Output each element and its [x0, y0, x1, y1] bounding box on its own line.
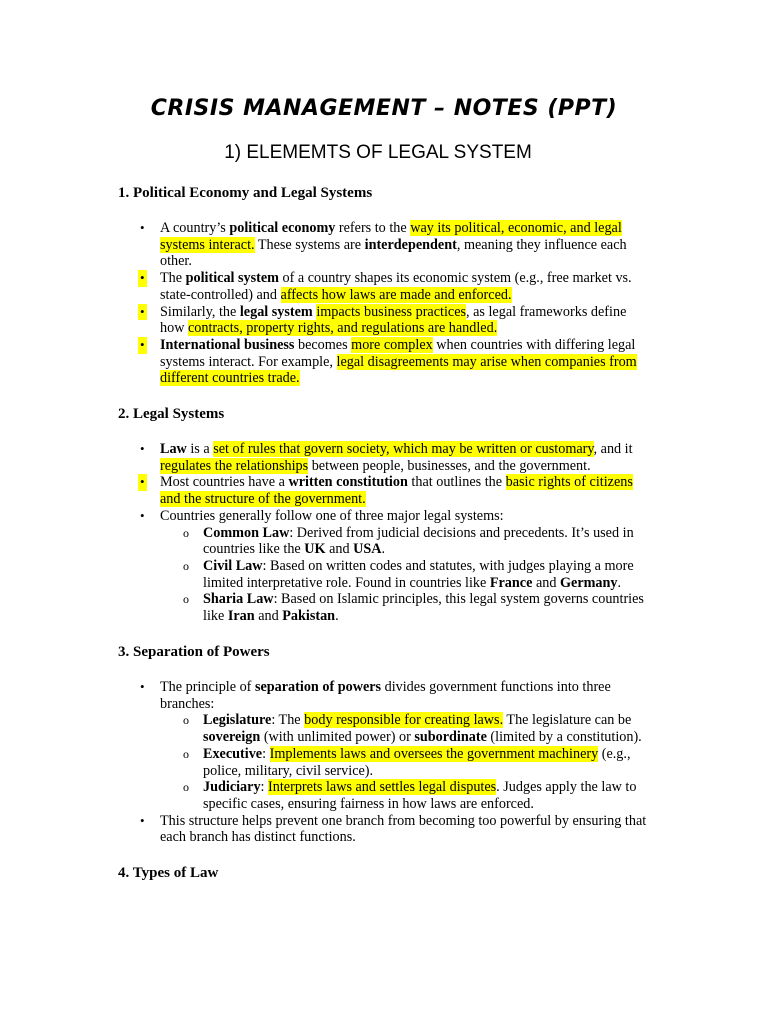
list-item [118, 304, 648, 337]
text-run: . Judges apply the law to specific cases, ensuring fairness in how laws are enforced. [203, 779, 637, 812]
document-subtitle: 1) ELEMEMTS OF LEGAL SYSTEM [224, 142, 532, 163]
text-run: : Based on Islamic principles, this legal system governs countries like [203, 591, 644, 625]
highlighted-text: set of rules that govern society, which may be written or customary [213, 441, 594, 457]
highlighted-text: contracts, property rights, and regulations are handled. [187, 320, 498, 337]
highlighted-text: more complex [351, 336, 433, 353]
highlighted-text: body responsible for creating laws. [304, 712, 504, 729]
text-run: , as legal frameworks define how [160, 303, 627, 337]
bold-term: subordinate [414, 729, 487, 746]
text-run: : [262, 745, 270, 762]
bold-term: political economy [229, 220, 336, 236]
section-heading-types-of-law: 4. Types of Law [118, 865, 219, 881]
highlighted-text: way its political, economic, and legal systems interact. [160, 220, 622, 253]
highlighted-text: impacts business practices [316, 303, 467, 320]
section-3-list [118, 679, 648, 846]
text-run: (e.g., police, military, civil service). [203, 745, 631, 779]
highlighted-text: affects how laws are made and enforced. [280, 286, 512, 303]
text-run: This structure helps prevent one branch from becoming too powerful by ensuring that each branch has distinct functions. [160, 812, 647, 846]
list-item [118, 679, 648, 813]
bold-term: UK [304, 541, 326, 558]
bold-term: Sharia Law [203, 591, 274, 608]
text-run: between people, businesses, and the government. [308, 457, 591, 474]
bold-term: Germany [559, 574, 618, 591]
text-run: : [260, 779, 269, 796]
text-run: (limited by a constitution). [486, 729, 642, 746]
highlighted-text: basic rights of citizens and the structure of the government. [160, 474, 633, 508]
text-run: refers to the [335, 220, 411, 236]
text-run: A country’s [160, 220, 230, 236]
text-run: The principle of [160, 679, 255, 695]
text-run: and [254, 608, 283, 625]
highlighted-text: Implements laws and oversees the government machinery [269, 745, 599, 762]
list-item [118, 337, 648, 387]
bold-term: Civil Law [203, 557, 263, 574]
text-run: that outlines the [407, 474, 506, 491]
section-2-list [118, 441, 648, 625]
text-run: : Derived from judicial decisions and precedents. It’s used in countries like the [203, 524, 634, 558]
text-run: when countries with differing legal systems interact. For example, [160, 336, 636, 370]
text-run: . [617, 574, 622, 591]
text-run: : The [271, 712, 305, 729]
bold-term: USA [353, 541, 382, 558]
sublist-item-sharia-law [160, 591, 648, 624]
sublist-legal-systems [160, 525, 648, 625]
bold-term: interdependent [364, 236, 457, 253]
highlighted-text: legal disagreements may arise when companies from different countries trade. [160, 353, 637, 387]
text-run: The [160, 270, 186, 287]
bold-term: Iran [227, 608, 255, 625]
bold-term: separation of powers [254, 679, 382, 695]
text-run: . [381, 541, 386, 558]
list-item [118, 813, 648, 846]
text-run: These systems are [254, 236, 365, 253]
text-run: , and it [593, 441, 633, 457]
section-1-list [118, 220, 648, 387]
bold-term: Executive [203, 745, 263, 762]
text-run: becomes [294, 336, 352, 353]
sublist-item-civil-law [160, 558, 648, 591]
section-heading-political-economy: 1. Political Economy and Legal Systems [118, 185, 373, 201]
text-run: of a country shapes its economic system (e.g., free market vs. state-controlled) and [160, 270, 632, 303]
bold-term: legal system [239, 303, 313, 320]
text-run: Similarly, the [160, 303, 240, 320]
sublist-item-common-law [160, 525, 648, 558]
list-item [118, 220, 648, 270]
bold-term: France [489, 574, 533, 591]
text-run: The legislature can be [503, 712, 632, 729]
sublist-branches [160, 712, 648, 812]
text-run: (with unlimited power) or [260, 729, 415, 746]
text-run: : Based on written codes and statutes, with judges playing a more limited interpretative role. Found in countries like [203, 557, 634, 591]
bold-term: political system [185, 270, 279, 287]
sublist-item-judiciary [160, 779, 648, 812]
list-item [118, 474, 648, 507]
highlighted-text: regulates the relationships [160, 457, 309, 474]
text-run: and [325, 541, 354, 558]
sublist-item-legislature [160, 712, 648, 745]
text-run: and [532, 574, 560, 591]
text-run: Countries generally follow one of three major legal systems: [160, 507, 504, 524]
bold-term: Common Law [203, 524, 290, 541]
bold-term: Legislature [203, 712, 272, 729]
bold-term: Law [160, 441, 187, 457]
document-title: CRISIS MANAGEMENT – NOTES (PPT) [150, 96, 618, 121]
list-item [118, 441, 648, 474]
bold-term: Judiciary [203, 779, 261, 796]
bold-term: sovereign [203, 729, 261, 746]
section-heading-separation-of-powers: 3. Separation of Powers [118, 644, 270, 660]
text-run: Most countries have a [160, 474, 289, 491]
text-run: , meaning they influence each other. [160, 236, 627, 270]
bold-term: written constitution [288, 474, 408, 491]
text-run: . [335, 608, 339, 625]
list-item [118, 508, 648, 625]
highlighted-text: Interprets laws and settles legal disputes [268, 779, 497, 796]
text-run: divides government functions into three branches: [160, 679, 611, 712]
text-run: is a [186, 441, 214, 457]
bold-term: Pakistan [282, 608, 336, 625]
list-item [118, 270, 648, 303]
sublist-item-executive [160, 746, 648, 779]
section-heading-legal-systems: 2. Legal Systems [118, 406, 225, 422]
bold-term: International business [160, 336, 295, 353]
